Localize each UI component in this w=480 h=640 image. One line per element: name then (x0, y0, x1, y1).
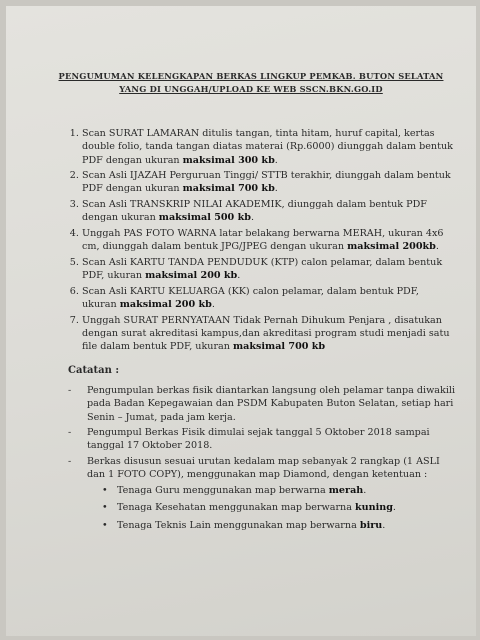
title-line-1: PENGUMUMAN KELENGKAPAN BERKAS LINGKUP PEMKAB. BUTON SELATAN (58, 71, 444, 81)
requirements-list (64, 127, 454, 356)
dash-marker: - (68, 385, 72, 396)
requirement-item: 5. Scan Asli KARTU TANDA PENDUDUK (KTP) calon pelamar, dalam bentuk PDF, ukuran maksimal 200 kb. (82, 256, 454, 283)
requirement-item: 7. Unggah SURAT PERNYATAAN Tidak Pernah Dihukum Penjara , disatukan dengan surat akreditasi kampus,dan akreditasi program studi menjadi satu file dalam bentuk PDF, ukuran maksimal 700 kb (82, 314, 454, 354)
map-color-item: • Tenaga Kesehatan menggunakan map berwarna kuning. (102, 502, 396, 514)
bullet-icon: • (102, 502, 108, 514)
note-item: - Pengumpul Berkas Fisik dimulai sejak tanggal 5 Oktober 2018 sampai tanggal 17 Oktober 2018. (68, 427, 430, 452)
note-item: - Berkas disusun sesuai urutan kedalam map sebanyak 2 rangkap (1 ASLI dan 1 FOTO COPY), menggunakan map Diamond, dengan ketentuan : • Tenaga Guru menggunakan map berwarna merah. • Tenaga Kesehatan menggunakan map berwarna kuning. • Tenaga Teknis Lain menggunakan map berwarna biru. (87, 455, 459, 532)
map-color-item: • Tenaga Guru menggunakan map berwarna merah. (102, 484, 367, 496)
dash-marker: - (68, 427, 72, 439)
title-line-2: YANG DI UNGGAH/UPLOAD KE WEB SSCN.BKN.GO.ID (119, 84, 383, 94)
requirement-item: 1. Scan SURAT LAMARAN ditulis tangan, tinta hitam, huruf capital, kertas double folio, tanda tangan diatas materai (Rp.6000) diunggah dalam bentuk PDF dengan ukuran maksimal 300 kb. (82, 127, 454, 167)
notes-list (68, 384, 459, 537)
requirement-item: 2. Scan Asli IJAZAH Perguruan Tinggi/ STTB terakhir, diunggah dalam bentuk PDF dengan ukuran maksimal 700 kb. (82, 169, 454, 196)
requirement-item: 6. Scan Asli KARTU KELUARGA (KK) calon pelamar, dalam bentuk PDF, ukuran maksimal 200 kb. (82, 285, 454, 312)
map-color-item: • Tenaga Teknis Lain menggunakan map berwarna biru. (102, 520, 386, 532)
bullet-icon: • (102, 484, 108, 496)
catatan-heading: Catatan : (68, 365, 120, 376)
requirement-item: 3. Scan Asli TRANSKRIP NILAI AKADEMIK, diunggah dalam bentuk PDF dengan ukuran maksimal 500 kb. (82, 198, 454, 225)
document-page (6, 6, 476, 636)
dash-marker: - (68, 456, 72, 468)
announcement-title (46, 70, 456, 96)
requirement-item: 4. Unggah PAS FOTO WARNA latar belakang berwarna MERAH, ukuran 4x6 cm, diunggah dalam bentuk JPG/JPEG dengan ukuran maksimal 200kb. (82, 227, 454, 254)
note-item: - Pengumpulan berkas fisik diantarkan langsung oleh pelamar tanpa diwakili pada Badan Kepegawaian dan PSDM Kabupaten Buton Selatan, setiap hari Senin – Jumat, pada jam kerja. (68, 385, 456, 423)
map-color-list (87, 484, 459, 533)
bullet-icon: • (102, 520, 108, 532)
